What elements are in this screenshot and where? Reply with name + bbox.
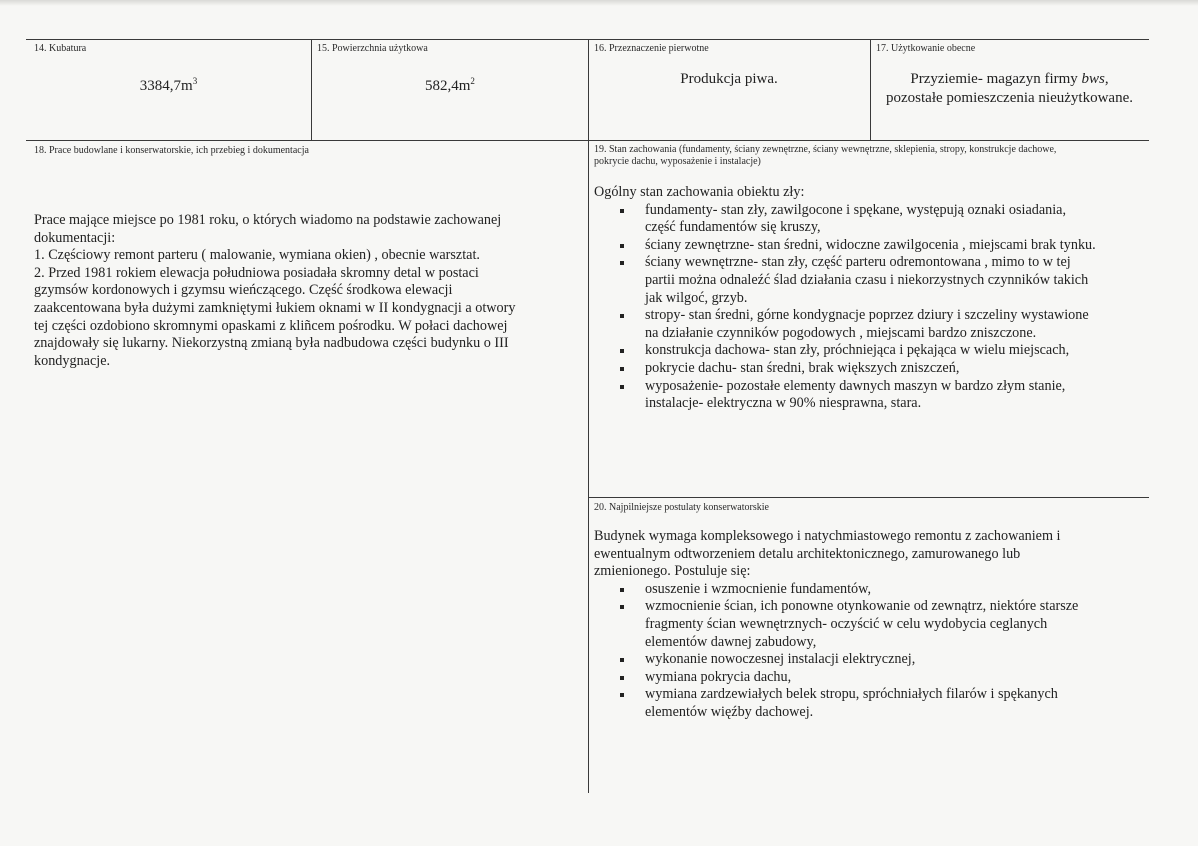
text-line: wykonanie nowoczesnej instalacji elektrycznej, bbox=[645, 651, 916, 668]
volume-value: 3384,7m bbox=[139, 78, 193, 94]
list-item bbox=[594, 360, 1149, 378]
field-17-value bbox=[870, 70, 1149, 108]
list-item bbox=[594, 307, 1149, 342]
intro-line: Budynek wymaga kompleksowego i natychmiastowego remontu z zachowaniem i bbox=[594, 528, 1061, 544]
col-divider-2 bbox=[588, 39, 589, 793]
text-line: fundamenty- stan zły, zawilgocone i spękane, występują oznaki osiadania, bbox=[645, 201, 1067, 218]
current-use-comma: , bbox=[1104, 71, 1109, 87]
text-line: wyposażenie- pozostałe elementy dawnych maszyn w bardzo złym stanie, bbox=[645, 377, 1066, 394]
text-line: 1. Częściowy remont parteru ( malowanie, wymiana okien) , obecnie warsztat. bbox=[34, 247, 480, 264]
text-line: konstrukcja dachowa- stan zły, próchniejąca i pękająca w wielu miejscach, bbox=[645, 342, 1070, 359]
text-line: elementów więźby dachowej. bbox=[645, 703, 814, 720]
field-17-value-line1 bbox=[870, 70, 1149, 89]
text-line: jak wilgoć, grzyb. bbox=[645, 289, 748, 306]
list-item bbox=[594, 254, 1149, 307]
text-line: część fundamentów się kruszy, bbox=[645, 219, 821, 236]
field-20-text bbox=[594, 528, 1149, 722]
field-19-label-line1: 19. Stan zachowania (fundamenty, ściany zewnętrzne, ściany wewnętrzne, sklepienia, stropy, konstrukcje dachowe, bbox=[594, 144, 1057, 155]
intro-line: zmienionego. Postuluje się: bbox=[594, 563, 751, 580]
area-value: 582,4m bbox=[425, 78, 471, 94]
text-line: ściany wewnętrzne- stan zły, część parteru odremontowana , mimo to w tej bbox=[645, 254, 1071, 271]
list-item bbox=[594, 378, 1149, 413]
field-17-value-line2: pozostałe pomieszczenia nieużytkowane. bbox=[886, 90, 1133, 106]
list-item bbox=[594, 669, 1149, 687]
list-item bbox=[594, 202, 1149, 237]
field-15-label: 15. Powierzchnia użytkowa bbox=[317, 43, 428, 54]
text-line: kondygnacje. bbox=[34, 352, 111, 369]
field-19-label-line2: pokrycie dachu, wyposażenie i instalacje) bbox=[594, 156, 761, 167]
field-19-label bbox=[594, 144, 1056, 168]
text-line: zaakcentowana była dużymi zamkniętymi łukiem oknami w II kondygnacji a otwory bbox=[34, 299, 516, 316]
text-line: wymiana zardzewiałych belek stropu, spróchniałych filarów i spękanych bbox=[645, 686, 1058, 703]
field-16-label: 16. Przeznaczenie pierwotne bbox=[594, 43, 709, 54]
field-17-label: 17. Użytkowanie obecne bbox=[876, 43, 976, 54]
intro-line: ewentualnym odtworzeniem detalu architektonicznego, zamurowanego lub bbox=[594, 545, 1021, 562]
text-line: dokumentacji: bbox=[34, 229, 116, 246]
list-item bbox=[594, 598, 1149, 651]
list-item bbox=[594, 686, 1149, 721]
text-line: wzmocnienie ścian, ich ponowne otynkowanie od zewnątrz, niektóre starsze bbox=[645, 598, 1079, 615]
section20-top-border bbox=[588, 497, 1149, 498]
text-line: partii można odnaleźć ślad działania czasu i niekorzystnych czynników takich bbox=[645, 271, 1089, 288]
text-line: Prace mające miejsce po 1981 roku, o których wiadomo na podstawie zachowanej bbox=[34, 212, 502, 228]
text-line: 2. Przed 1981 rokiem elewacja południowa posiadała skromny detal w postaci bbox=[34, 264, 479, 281]
list-item bbox=[594, 237, 1149, 255]
text-line: znajdowały się lukarny. Niekorzystną zmianą była nadbudowa części budynku o III bbox=[34, 335, 509, 352]
text-line: na działanie czynników pogodowych , miejscami bardzo zniszczone. bbox=[645, 324, 1037, 341]
field-20-label: 20. Najpilniejsze postulaty konserwatorskie bbox=[594, 502, 769, 513]
company-name: bws bbox=[1081, 71, 1105, 87]
intro-line: Ogólny stan zachowania obiektu zły: bbox=[594, 184, 805, 200]
text-line: instalacje- elektryczna w 90% niesprawna, stara. bbox=[645, 395, 922, 412]
area-unit-superscript: 2 bbox=[470, 76, 475, 86]
field-18-label: 18. Prace budowlane i konserwatorskie, ich przebieg i dokumentacja bbox=[34, 145, 309, 156]
list-item bbox=[594, 581, 1149, 599]
scan-top-edge bbox=[0, 0, 1198, 6]
text-line: tej części ozdobiono skromnymi opaskami z kliñcem pośrodku. W połaci dachowej bbox=[34, 317, 508, 334]
text-line: stropy- stan średni, górne kondygnacje poprzez dziury i szczeliny wystawione bbox=[645, 307, 1089, 324]
condition-list bbox=[594, 202, 1149, 413]
text-line: pokrycie dachu- stan średni, brak większych zniszczeń, bbox=[645, 359, 960, 376]
field-19-text bbox=[594, 184, 1149, 413]
postulates-list bbox=[594, 581, 1149, 722]
field-18-text bbox=[34, 212, 582, 370]
field-16-value: Produkcja piwa. bbox=[680, 71, 778, 87]
text-line: elementów dawnej zabudowy, bbox=[645, 633, 817, 650]
field-15-value bbox=[311, 77, 588, 96]
text-line: gzymsów kordonowych i gzymsu wieńczącego. Część środkowa elewacji bbox=[34, 282, 453, 299]
text-line: wymiana pokrycia dachu, bbox=[645, 668, 792, 685]
text-line: fragmenty ścian wewnętrznych- oczyścić w celu wydobycia ceglanych bbox=[645, 615, 1048, 632]
list-item bbox=[594, 342, 1149, 360]
current-use-text: Przyziemie- magazyn firmy bbox=[910, 71, 1082, 87]
text-line: osuszenie i wzmocnienie fundamentów, bbox=[645, 580, 872, 597]
text-line: ściany zewnętrzne- stan średni, widoczne zawilgocenia , miejscami brak tynku. bbox=[645, 236, 1096, 253]
volume-unit-superscript: 3 bbox=[192, 76, 198, 86]
list-item bbox=[594, 651, 1149, 669]
field-14-label: 14. Kubatura bbox=[34, 43, 87, 54]
field-14-value bbox=[26, 77, 311, 96]
